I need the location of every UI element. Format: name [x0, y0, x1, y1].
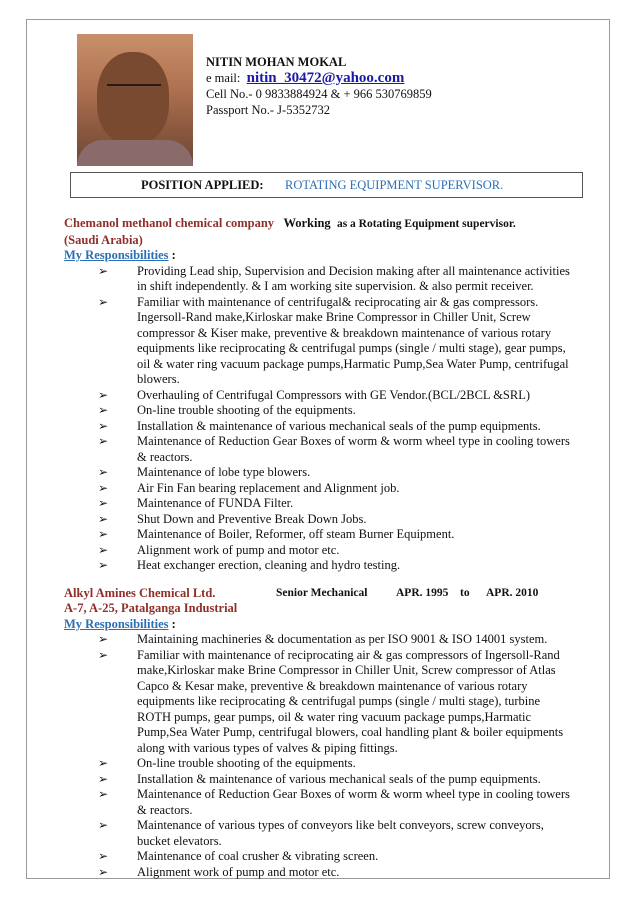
contact-block [206, 54, 432, 118]
arrow-bullet-icon: ➢ [98, 818, 109, 832]
responsibility-item [64, 558, 574, 574]
responsibility-text: On-line trouble shooting of the equipments. [137, 403, 356, 417]
arrow-bullet-icon: ➢ [98, 496, 109, 510]
position-applied-box [70, 172, 583, 198]
responsibility-item [64, 818, 574, 849]
photo-glasses [107, 84, 161, 98]
job2-period-from: APR. 1995 [396, 586, 449, 599]
responsibility-text: Maintenance of FUNDA Filter. [137, 496, 294, 510]
candidate-name: NITIN MOHAN MOKAL [206, 55, 347, 69]
responsibility-text: Familiar with maintenance of reciprocating air & gas compressors of Ingersoll-Rand make,Kirloskar make Brine Compressor in Chiller Unit, Screw compressor of Atlas Capco & Kesar make, preventive & breakdown maintenance of various rotary equipments like reciprocating & centrifugal pumps (single / multi stage), turbine ROTH pumps, gear pumps, oil & water ring vacuum package pumps,Harmatic Pump,Sea Water Pump, centrifugal blowers, coal handling plant & boiler equipments along with various types of valves & piping fittings. [137, 647, 564, 755]
cell-number: Cell No.- 0 9833884924 & + 966 530769859 [206, 87, 432, 101]
arrow-bullet-icon: ➢ [98, 632, 109, 646]
resp-colon: : [168, 248, 176, 262]
responsibility-item [64, 632, 574, 648]
job1-resp-heading [64, 248, 574, 264]
arrow-bullet-icon: ➢ [98, 465, 109, 479]
arrow-bullet-icon: ➢ [98, 511, 109, 526]
arrow-bullet-icon: ➢ [98, 756, 109, 770]
email-line [206, 70, 432, 86]
responsibility-item [64, 434, 574, 465]
photo-shirt [77, 140, 193, 166]
job1-location: (Saudi Arabia) [64, 232, 143, 247]
responsibility-item [64, 772, 574, 788]
arrow-bullet-icon: ➢ [98, 864, 109, 879]
arrow-bullet-icon: ➢ [98, 647, 109, 662]
responsibility-text: Installation & maintenance of various mechanical seals of the pump equipments. [137, 771, 541, 786]
responsibility-item [64, 419, 574, 435]
arrow-bullet-icon: ➢ [98, 403, 109, 417]
responsibility-text: Alignment work of pump and motor etc. [137, 542, 340, 557]
job2-resp-heading [64, 617, 574, 633]
responsibility-text: Providing Lead ship, Supervision and Decision making after all maintenance activities in shift independently. & I am working site supervision. & also permit receiver. [137, 263, 570, 293]
job1-heading [64, 216, 574, 233]
responsibility-item [64, 264, 574, 295]
job1-working: Working [283, 216, 331, 230]
responsibility-item [64, 465, 574, 481]
job2-company: Alkyl Amines Chemical Ltd. [64, 585, 216, 600]
section-gap [64, 574, 574, 586]
responsibility-text: Maintenance of Boiler, Reformer, off steam Burner Equipment. [137, 527, 455, 541]
responsibility-text: Shut Down and Preventive Break Down Jobs. [137, 511, 367, 526]
job2-heading [64, 586, 574, 602]
arrow-bullet-icon: ➢ [98, 542, 109, 557]
arrow-bullet-icon: ➢ [98, 263, 109, 278]
responsibility-text: Maintenance of lobe type blowers. [137, 465, 311, 479]
responsibility-text: Alignment work of pump and motor etc. [137, 864, 340, 879]
arrow-bullet-icon: ➢ [98, 434, 109, 448]
responsibility-text: Overhauling of Centrifugal Compressors with GE Vendor.(BCL/2BCL &SRL) [137, 387, 531, 402]
experience-section [64, 216, 574, 880]
job1-company: Chemanol methanol chemical company [64, 216, 275, 230]
arrow-bullet-icon: ➢ [98, 771, 109, 786]
position-label: POSITION APPLIED: [141, 178, 264, 192]
position-value: ROTATING EQUIPMENT SUPERVISOR. [285, 178, 504, 192]
responsibility-text: Maintenance of coal crusher & vibrating screen. [137, 849, 379, 863]
arrow-bullet-icon: ➢ [98, 294, 109, 309]
photo-face [97, 52, 169, 144]
responsibility-item [64, 388, 574, 404]
responsibility-text: Installation & maintenance of various mechanical seals of the pump equipments. [137, 418, 541, 433]
email-label: e mail: [206, 71, 241, 85]
job2-location: A-7, A-25, Patalganga Industrial [64, 601, 238, 615]
job2-period-to: APR. 2010 [486, 586, 539, 599]
passport-number: Passport No.- J-5352732 [206, 103, 330, 117]
responsibility-item [64, 295, 574, 388]
profile-photo [77, 34, 193, 166]
arrow-bullet-icon: ➢ [98, 418, 109, 433]
responsibility-item [64, 527, 574, 543]
responsibility-item [64, 756, 574, 772]
email-link[interactable]: nitin_30472@yahoo.com [246, 70, 405, 86]
arrow-bullet-icon: ➢ [98, 787, 109, 801]
responsibility-text: Familiar with maintenance of centrifugal& reciprocating air & gas compressors. Ingersoll-Rand make,Kirloskar make Brine Compressor in Chiller Unit, Screw compressor & Kiser make, preventive & breakdown maintenance of various rotary equipments like reciprocating & centrifugal pumps (single / multi stage), gear pumps, oil & water ring vacuum package pumps,Harmatic Pump,Sea Water Pump, centrifugal blowers. [137, 294, 569, 386]
job2-resp-label: My Responsibilities [64, 616, 169, 631]
arrow-bullet-icon: ➢ [98, 558, 109, 572]
resp-colon: : [168, 616, 176, 631]
job1-role: as a Rotating Equipment supervisor. [336, 218, 516, 230]
responsibility-item [64, 865, 574, 881]
responsibility-item [64, 787, 574, 818]
arrow-bullet-icon: ➢ [98, 849, 109, 863]
job1-resp-label: My Responsibilities [64, 248, 169, 262]
responsibility-item [64, 496, 574, 512]
responsibility-item [64, 648, 574, 757]
responsibility-text: Maintenance of various types of conveyors like belt conveyors, screw conveyors, bucket elevators. [137, 818, 544, 848]
responsibility-text: Maintenance of Reduction Gear Boxes of worm & worm wheel type in cooling towers & reactors. [137, 787, 570, 817]
responsibility-item [64, 543, 574, 559]
responsibility-text: Heat exchanger erection, cleaning and hydro testing. [137, 558, 401, 572]
responsibility-text: Maintenance of Reduction Gear Boxes of worm & worm wheel type in cooling towers & reactors. [137, 434, 570, 464]
responsibility-item [64, 849, 574, 865]
job2-role: Senior Mechanical [276, 586, 368, 599]
responsibility-text: Air Fin Fan bearing replacement and Alignment job. [137, 480, 400, 495]
responsibility-item [64, 403, 574, 419]
job2-period-to-word: to [460, 586, 470, 599]
job2-responsibilities [64, 632, 574, 880]
job1-responsibilities [64, 264, 574, 574]
responsibility-item [64, 481, 574, 497]
arrow-bullet-icon: ➢ [98, 480, 109, 495]
arrow-bullet-icon: ➢ [98, 527, 109, 541]
responsibility-text: Maintaining machineries & documentation as per ISO 9001 & ISO 14001 system. [137, 632, 548, 646]
responsibility-text: On-line trouble shooting of the equipments. [137, 756, 356, 770]
responsibility-item [64, 512, 574, 528]
arrow-bullet-icon: ➢ [98, 387, 109, 402]
